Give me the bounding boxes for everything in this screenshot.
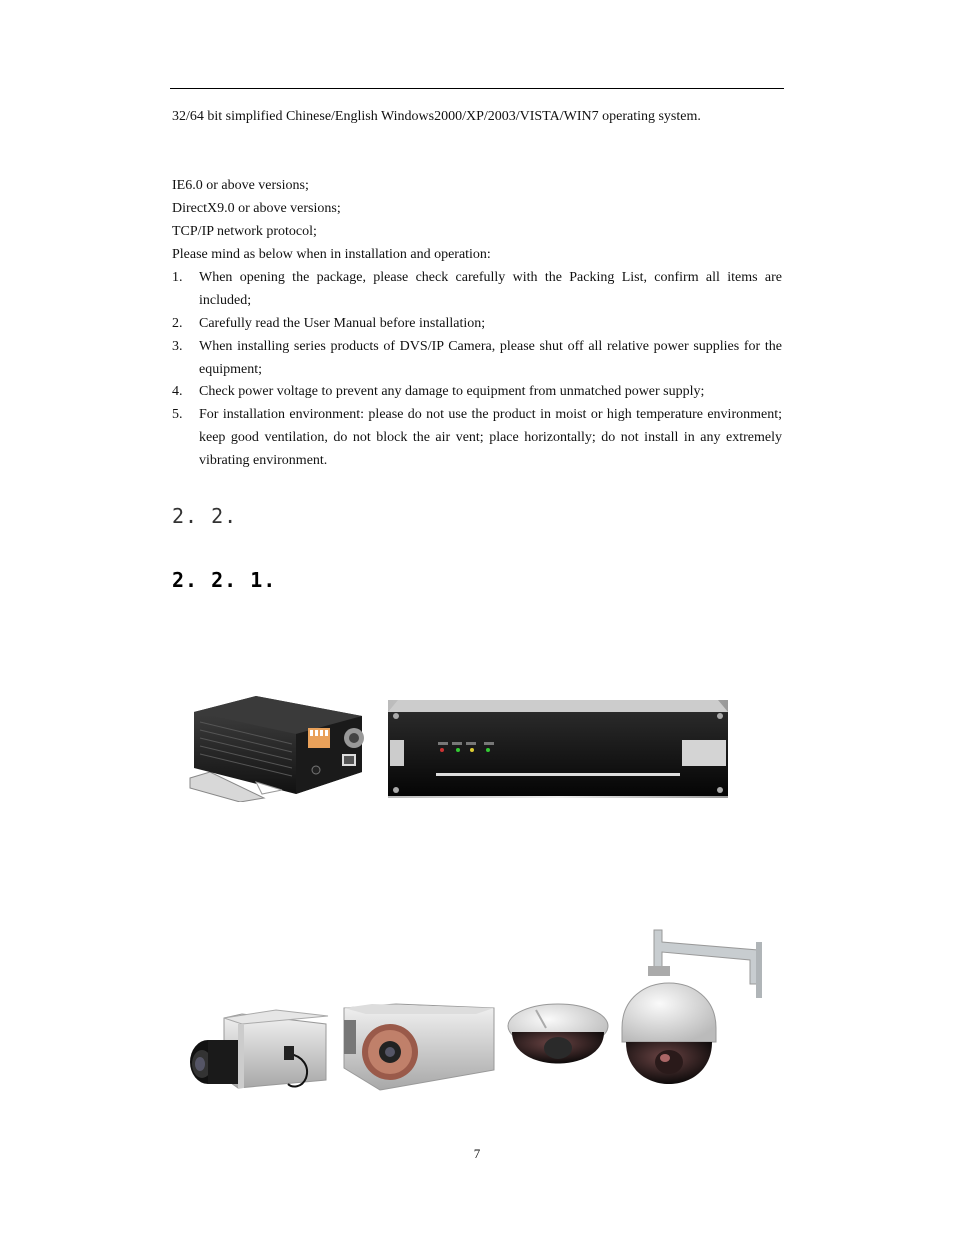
- section-heading-2-2-1: 2. 2. 1.: [172, 568, 277, 592]
- list-item-number: 4.: [172, 384, 183, 399]
- list-item-number: 5.: [172, 407, 183, 422]
- list-item-text: Check power voltage to prevent any damage to equipment from unmatched power supply;: [199, 384, 705, 399]
- dvs-encoder-devices-image: [186, 690, 732, 802]
- installation-intro: Please mind as below when in installation and operation:: [172, 247, 491, 262]
- list-item-text: For installation environment: please do not use the product in moist or high temperature environment; keep good ventilation, do not block the air vent; place horizontally; do not install in any extremely vibrating environment.: [199, 407, 782, 468]
- list-item-text: When opening the package, please check carefully with the Packing List, confirm all items are included;: [199, 270, 782, 308]
- section-heading-2-2: 2. 2.: [172, 504, 238, 528]
- os-requirement-line: 32/64 bit simplified Chinese/English Windows2000/XP/2003/VISTA/WIN7 operating system.: [172, 109, 701, 124]
- requirement-tcpip: TCP/IP network protocol;: [172, 224, 317, 239]
- requirement-ie: IE6.0 or above versions;: [172, 178, 309, 193]
- list-item: [172, 403, 782, 472]
- list-item-text: When installing series products of DVS/IP Camera, please shut off all relative power supplies for the equipment;: [199, 339, 782, 377]
- requirement-directx: DirectX9.0 or above versions;: [172, 201, 341, 216]
- list-item-text: Carefully read the User Manual before installation;: [199, 316, 486, 331]
- ip-camera-products-image: [176, 928, 772, 1094]
- list-item-number: 3.: [172, 339, 183, 354]
- page-number: 7: [473, 1146, 481, 1161]
- list-item: [172, 266, 782, 312]
- list-item: [172, 380, 782, 403]
- list-item-number: 1.: [172, 270, 183, 285]
- list-item: [172, 335, 782, 381]
- header-rule: [170, 88, 784, 89]
- list-item-number: 2.: [172, 316, 183, 331]
- list-item: [172, 312, 782, 335]
